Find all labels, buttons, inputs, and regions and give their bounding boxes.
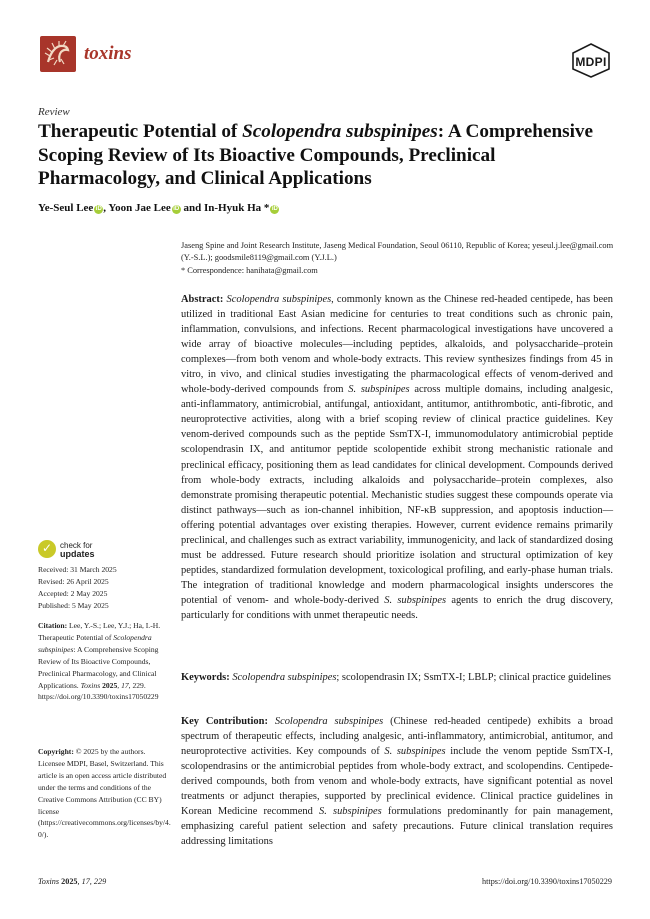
title-text: Therapeutic Potential of <box>38 121 243 142</box>
footer-doi[interactable]: https://doi.org/10.3390/toxins17050229 <box>482 877 612 886</box>
citation-journal: Toxins <box>80 680 101 690</box>
publisher-logo[interactable] <box>569 42 613 78</box>
centipede-logo-icon <box>40 36 76 72</box>
author-name[interactable]: Ye-Seul Lee <box>38 202 94 214</box>
abstract-text: , commonly known as the Chinese red-headed centipede, has been utilized in traditional East Asian medicine for centuries to treat conditions such as chronic pain, inflammation, convulsions, and infections. Recent pharmacological investigations have uncovered a wide array of bioactive molecules—including peptides, alkaloids, and polysaccharide–protein complexes—from both venom and whole-body extracts. This review synthesizes findings from 45 in vitro, in vivo, and clinical studies investigating the pharmacological effects of venom-derived and whole-body-derived compounds from <box>181 294 613 396</box>
copyright-label: Copyright: <box>38 747 74 756</box>
citation-volume: , 17 <box>117 680 129 690</box>
check-updates-label <box>60 541 95 559</box>
footer-citation <box>38 877 106 886</box>
keyword: Scolopendra subspinipes <box>232 672 337 683</box>
copyright <box>38 746 174 841</box>
check-updates-icon: ✓ <box>38 540 56 558</box>
contribution-text: include the venom peptide SsmTX-I, scolopendrasins or the antimicrobial peptides from whole-body extract, and scolopendins. Centipede-derived compounds, both from venom and whole-body extracts, have significant potential as novel treatments or adjunct therapies, supported by preclinical evidence. Clinical practice guidelines in Korean Medicine recommend <box>181 746 613 818</box>
citation-label: Citation: <box>38 621 68 630</box>
footer-year: 2025 <box>61 877 78 886</box>
orcid-icon[interactable]: iD <box>95 206 102 212</box>
abstract <box>181 292 613 623</box>
orcid-icon[interactable]: iD <box>271 206 278 212</box>
abstract-label: Abstract: <box>181 294 224 305</box>
contribution-species: S. subspinipes <box>384 746 446 758</box>
copyright-text: © 2025 by the authors. Licensee MDPI, Basel, Switzerland. This article is an open access article distributed under the terms and conditions of the Creative Commons Attribution (CC BY) license (https://creativecommons.org/licenses/by/4.0/). <box>38 747 171 840</box>
affiliations <box>181 240 621 277</box>
contribution-text: (Chinese red-headed centipede) exhibits a broad spectrum of therapeutic effects, including analgesic, anti-inflammatory, antimicrobial, antitumor, and neuroprotective activities. Key compounds of <box>181 716 613 758</box>
title-species: Scolopendra subspinipes <box>242 121 438 142</box>
citation-doi[interactable]: , 229. https://doi.org/10.3390/toxins17050229 <box>38 680 159 702</box>
citation-text: Lee, Y.-S.; Lee, Y.J.; Ha, I.-H. Therapeutic Potential of <box>38 621 161 642</box>
key-contribution <box>181 714 613 849</box>
abstract-species: S. subspinipes <box>348 384 410 396</box>
keywords-label: Keywords: <box>181 672 230 683</box>
keywords <box>181 670 613 685</box>
revised-date: Revised: 26 April 2025 <box>38 576 109 586</box>
article-title <box>38 120 618 191</box>
author-list <box>38 202 279 214</box>
correspondence[interactable]: * Correspondence: hanihata@gmail.com <box>181 265 318 275</box>
affiliation-text: Jaseng Spine and Joint Research Institute, Jaseng Medical Foundation, Seoul 06110, Republic of Korea; yeseul.j.lee@gmail.com (Y.-S.L.); goodsmile8119@gmail.com (Y.J.L.) <box>181 241 614 263</box>
article-type: Review <box>38 106 70 118</box>
title-text-rest: : A Comprehensive Scoping Review of Its Bioactive Compounds, Preclinical Pharmacology, and Clinical Applications <box>38 121 594 189</box>
key-contribution-label: Key Contribution: <box>181 716 268 727</box>
citation <box>38 620 174 703</box>
journal-logo <box>40 36 76 72</box>
abstract-text: agents to enrich the drug discovery, particularly for conditions with unmet therapeutic needs. <box>181 594 613 621</box>
accepted-date: Accepted: 2 May 2025 <box>38 588 108 598</box>
abstract-species: S. subspinipes <box>384 594 447 606</box>
contribution-species: S. subspinipes <box>318 806 382 818</box>
abstract-text: across multiple domains, including analgesic, anti-inflammatory, antimicrobial, antifungal, antioxidant, antitumor, antithrombotic, anti-fibrotic, and neuroprotective activities, along with a brief scoping review of clinical practice guidelines. Key venom-derived compounds such as the peptide SsmTX-I, immunomodulatory antimicrobial peptide scolopendrasin IX, and antitumor peptide scolopentide exhibit strong mechanistic rationale and preclinical efficacy, positioning them as lead candidates for clinical development. Compounds derived from whole-body extracts, including alkaloids and polysaccharide–protein complexes, also demonstrate promising therapeutic potential. Mechanistic studies suggest these compounds operate via distinct pathways—such as ion-channel inhibition, NF-κB suppression, and apoptosis induction—offering potential advantages over existing therapies. However, current evidence remains primarily preclinical, and challenges such as extract variability, immunogenicity, and lack of standardized dosing must be addressed. Future research should prioritize isolation and structural optimization of key peptides, standardized formulation development, toxicological profiling, and early-phase human trials. The integration of traditional knowledge and modern pharmacological insights underscores the potential of venom- and whole-body-derived <box>181 384 614 606</box>
check-line-2: updates <box>60 549 95 559</box>
footer-volume: , 17, 229 <box>77 877 107 886</box>
received-date: Received: 31 March 2025 <box>38 565 117 574</box>
footer-journal: Toxins <box>38 877 60 886</box>
author-separator: and <box>180 202 204 214</box>
publication-dates <box>38 564 174 612</box>
author-name[interactable]: Yoon Jae Lee <box>108 202 171 214</box>
author-name[interactable]: In-Hyuk Ha * <box>203 202 270 214</box>
citation-text: : A Comprehensive Scoping Review of Its Bioactive Compounds, Preclinical Pharmacology, and Clinical Applications. <box>38 644 159 690</box>
journal-name[interactable]: toxins <box>84 43 132 64</box>
keyword-list: ; scolopendrasin IX; SsmTX-I; LBLP; clinical practice guidelines <box>336 672 611 683</box>
published-date: Published: 5 May 2025 <box>38 600 109 610</box>
contribution-text: formulations predominantly for pain management, emphasizing careful patient selection and safety precautions. Future clinical translation requires addressing limitations <box>181 806 613 848</box>
citation-year: 2025 <box>100 680 118 690</box>
check-line-1: check for <box>60 541 93 550</box>
orcid-icon[interactable]: iD <box>173 206 180 212</box>
citation-species: Scolopendra subspinipes <box>38 632 152 654</box>
publisher-name: MDPI <box>575 55 607 69</box>
author-separator: , <box>103 202 109 214</box>
contribution-species: Scolopendra subspinipes <box>274 716 384 727</box>
abstract-species: Scolopendra subspinipes <box>226 294 332 305</box>
